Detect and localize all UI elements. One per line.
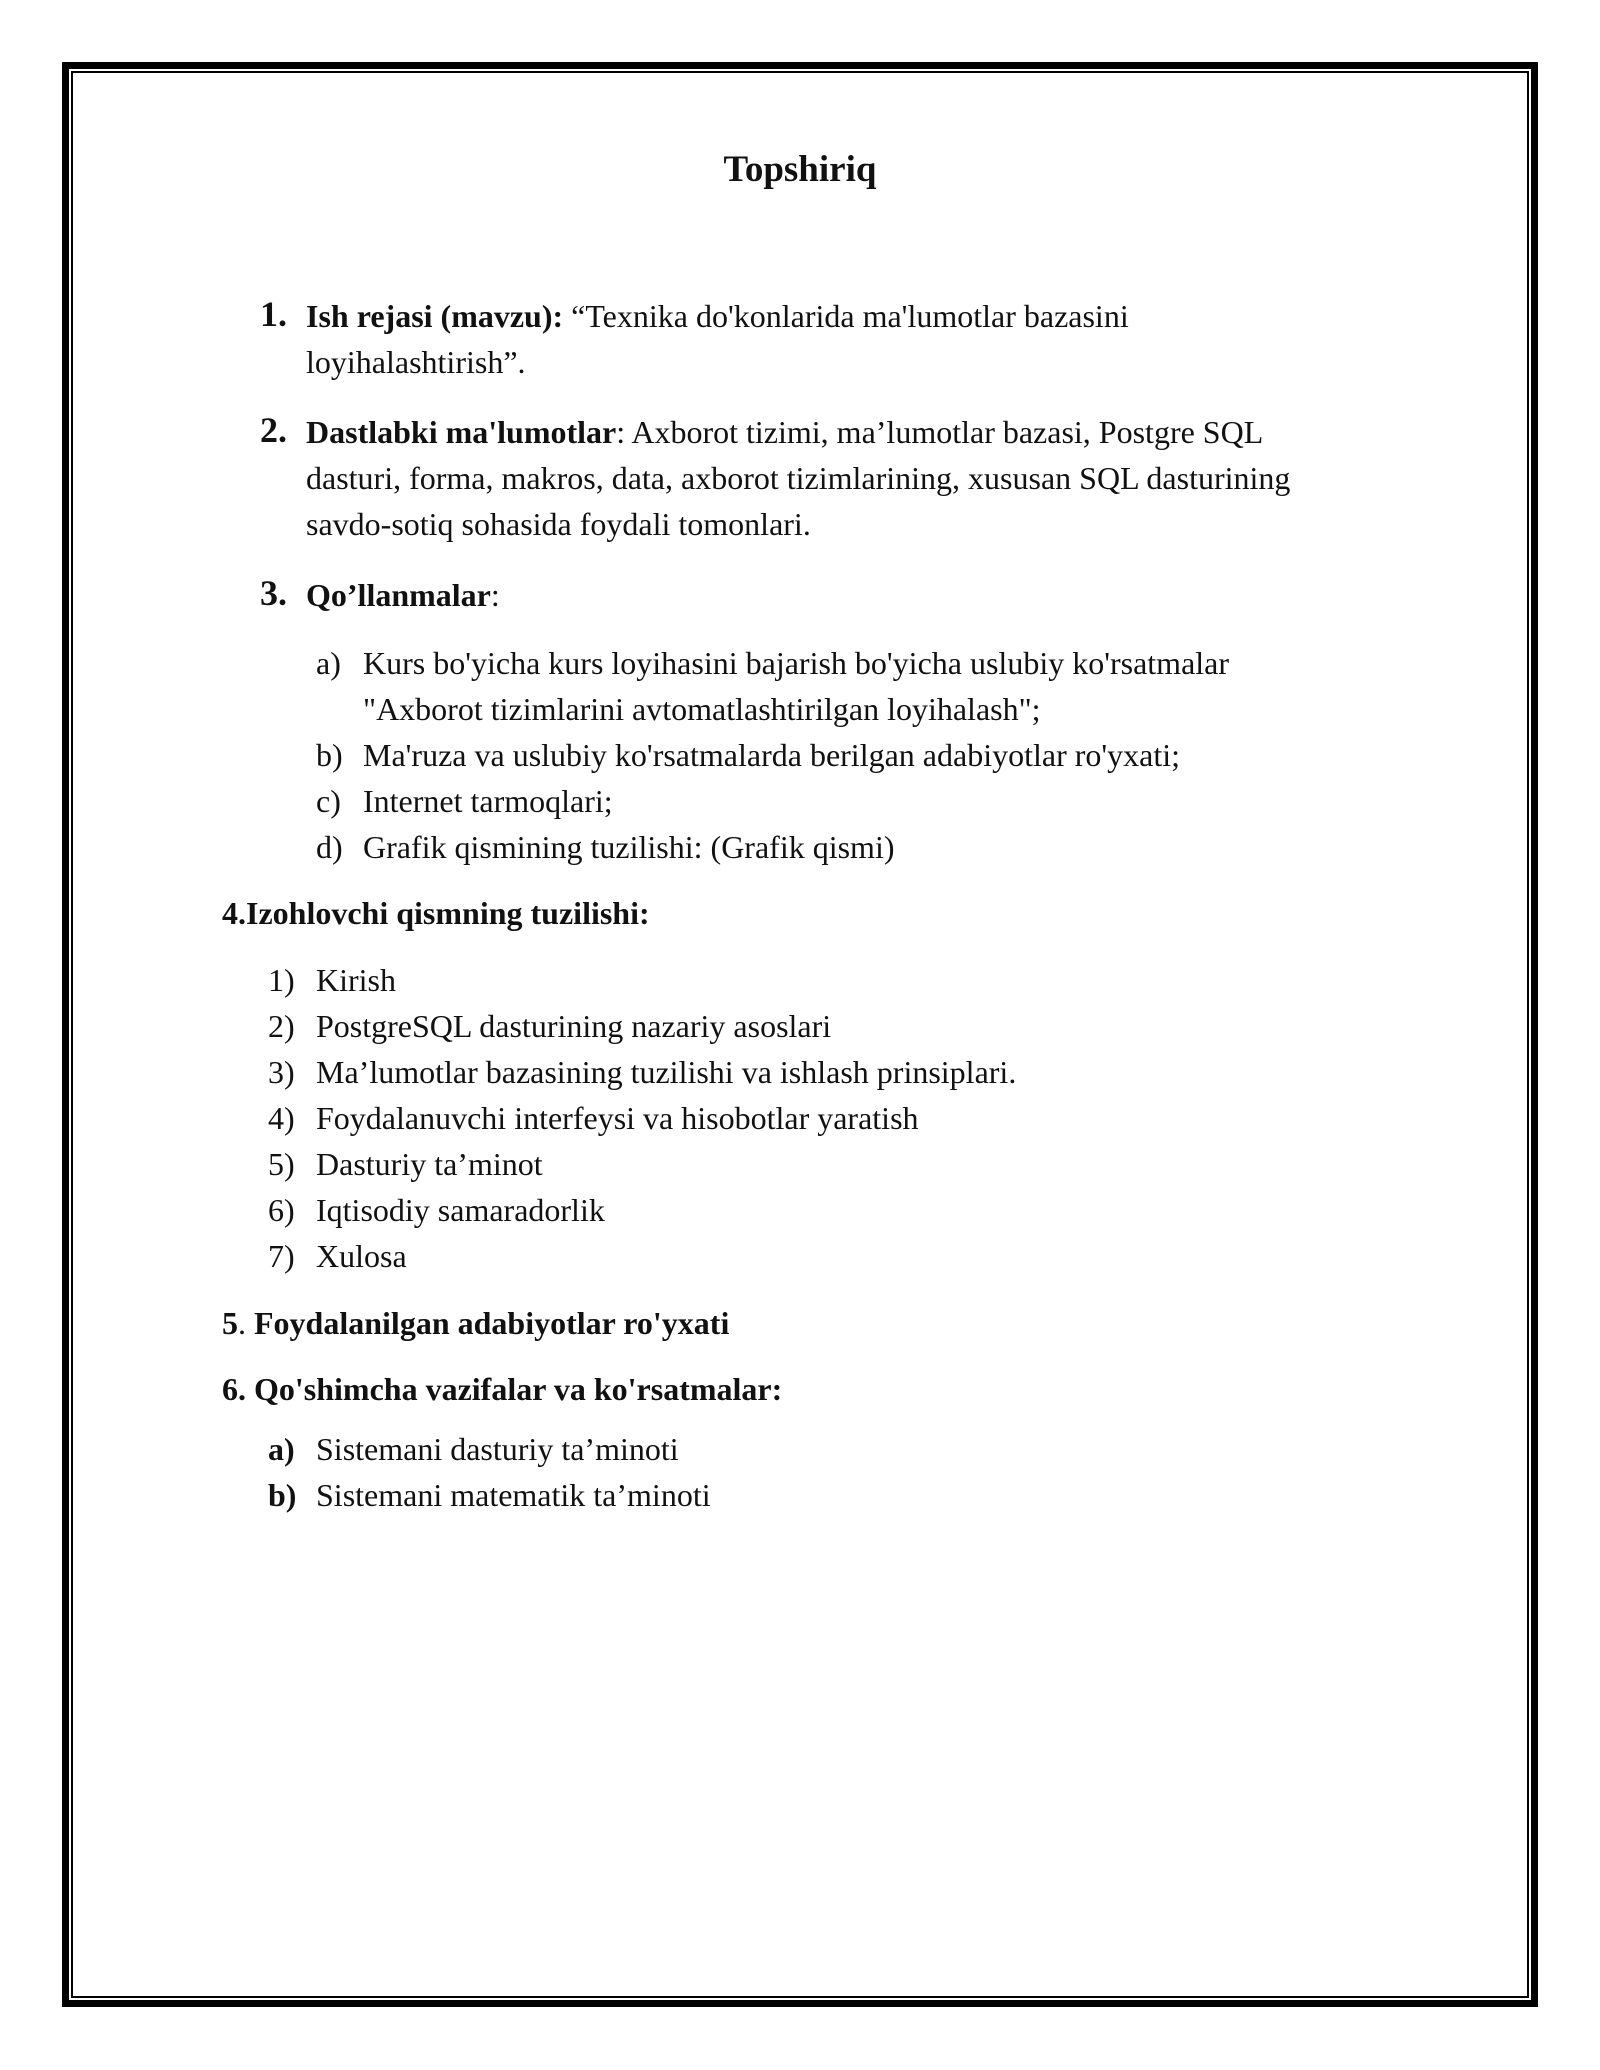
- section-4-item-2: PostgreSQL dasturining nazariy asoslari: [316, 1008, 832, 1044]
- section-4-item-6-marker: 6): [268, 1192, 295, 1228]
- section-4-item-4-marker: 4): [268, 1100, 295, 1136]
- section-3-item-a-line1: Kurs bo'yicha kurs loyihasini bajarish bo'yicha uslubiy ko'rsatmalar: [363, 645, 1230, 681]
- section-4-item-1: Kirish: [316, 962, 396, 998]
- section-3-item-b: Ma'ruza va uslubiy ko'rsatmalarda berilgan adabiyotlar ro'yxati;: [363, 737, 1181, 773]
- section-4-item-5-marker: 5): [268, 1146, 295, 1182]
- section-4-item-6: Iqtisodiy samaradorlik: [316, 1192, 605, 1228]
- section-2-text-line3: savdo-sotiq sohasida foydali tomonlari.: [306, 506, 811, 542]
- section-4-item-2-marker: 2): [268, 1008, 295, 1044]
- section-3-item-d-marker: d): [316, 829, 343, 865]
- section-6-item-a: Sistemani dasturiy ta’minoti: [316, 1431, 679, 1467]
- section-3-item-a-line2: "Axborot tizimlarini avtomatlashtirilgan loyihalash";: [363, 691, 1041, 727]
- section-4-heading: [222, 890, 650, 936]
- section-4-number: 4.: [222, 895, 246, 931]
- section-6-item-b: Sistemani matematik ta’minoti: [316, 1477, 711, 1513]
- section-4-item-3-marker: 3): [268, 1054, 295, 1090]
- section-6-item-a-marker: a): [268, 1431, 295, 1467]
- section-3-item-c: Internet tarmoqlari;: [363, 783, 613, 819]
- section-4-item-7: Xulosa: [316, 1238, 407, 1274]
- section-1: [306, 293, 1129, 339]
- section-3-item-c-marker: c): [316, 783, 341, 819]
- section-3-colon: :: [490, 577, 500, 613]
- section-2-text-line1: : Axborot tizimi, ma’lumotlar bazasi, Postgre SQL: [616, 414, 1264, 450]
- section-3: [306, 572, 500, 618]
- section-1-label: Ish rejasi (mavzu):: [306, 298, 564, 334]
- section-4-item-4: Foydalanuvchi interfeysi va hisobotlar yaratish: [316, 1100, 919, 1136]
- section-4-item-5: Dasturiy ta’minot: [316, 1146, 543, 1182]
- section-5-heading: [222, 1300, 729, 1346]
- section-1-number: 1.: [260, 294, 287, 334]
- section-5-label: Foydalanilgan adabiyotlar ro'yxati: [246, 1305, 730, 1341]
- section-2-number: 2.: [260, 410, 287, 450]
- section-5-dot: .: [238, 1305, 246, 1341]
- section-2-label: Dastlabki ma'lumotlar: [306, 414, 617, 450]
- section-3-number: 3.: [260, 573, 287, 613]
- section-6-item-b-marker: b): [268, 1477, 297, 1513]
- section-4-label: Izohlovchi qismning tuzilishi:: [246, 895, 650, 931]
- section-4-item-3: Ma’lumotlar bazasining tuzilishi va ishlash prinsiplari.: [316, 1054, 1017, 1090]
- section-1-text-line2: loyihalashtirish”.: [306, 344, 526, 380]
- section-6-heading: 6. Qo'shimcha vazifalar va ko'rsatmalar:: [222, 1371, 783, 1407]
- section-3-item-a-marker: a): [316, 645, 341, 681]
- section-2-text-line2: dasturi, forma, makros, data, axborot tizimlarining, xususan SQL dasturining: [306, 460, 1291, 496]
- section-4-item-1-marker: 1): [268, 962, 295, 998]
- section-3-item-d: Grafik qismining tuzilishi: (Grafik qismi): [363, 829, 895, 865]
- section-2: [306, 409, 1263, 455]
- section-4-item-7-marker: 7): [268, 1238, 295, 1274]
- section-3-label: Qo’llanmalar: [306, 577, 491, 613]
- section-1-text-line1: “Texnika do'konlarida ma'lumotlar bazasini: [563, 298, 1129, 334]
- section-3-item-b-marker: b): [316, 737, 343, 773]
- section-5-number: 5: [222, 1305, 238, 1341]
- page-title: Topshiriq: [723, 149, 877, 190]
